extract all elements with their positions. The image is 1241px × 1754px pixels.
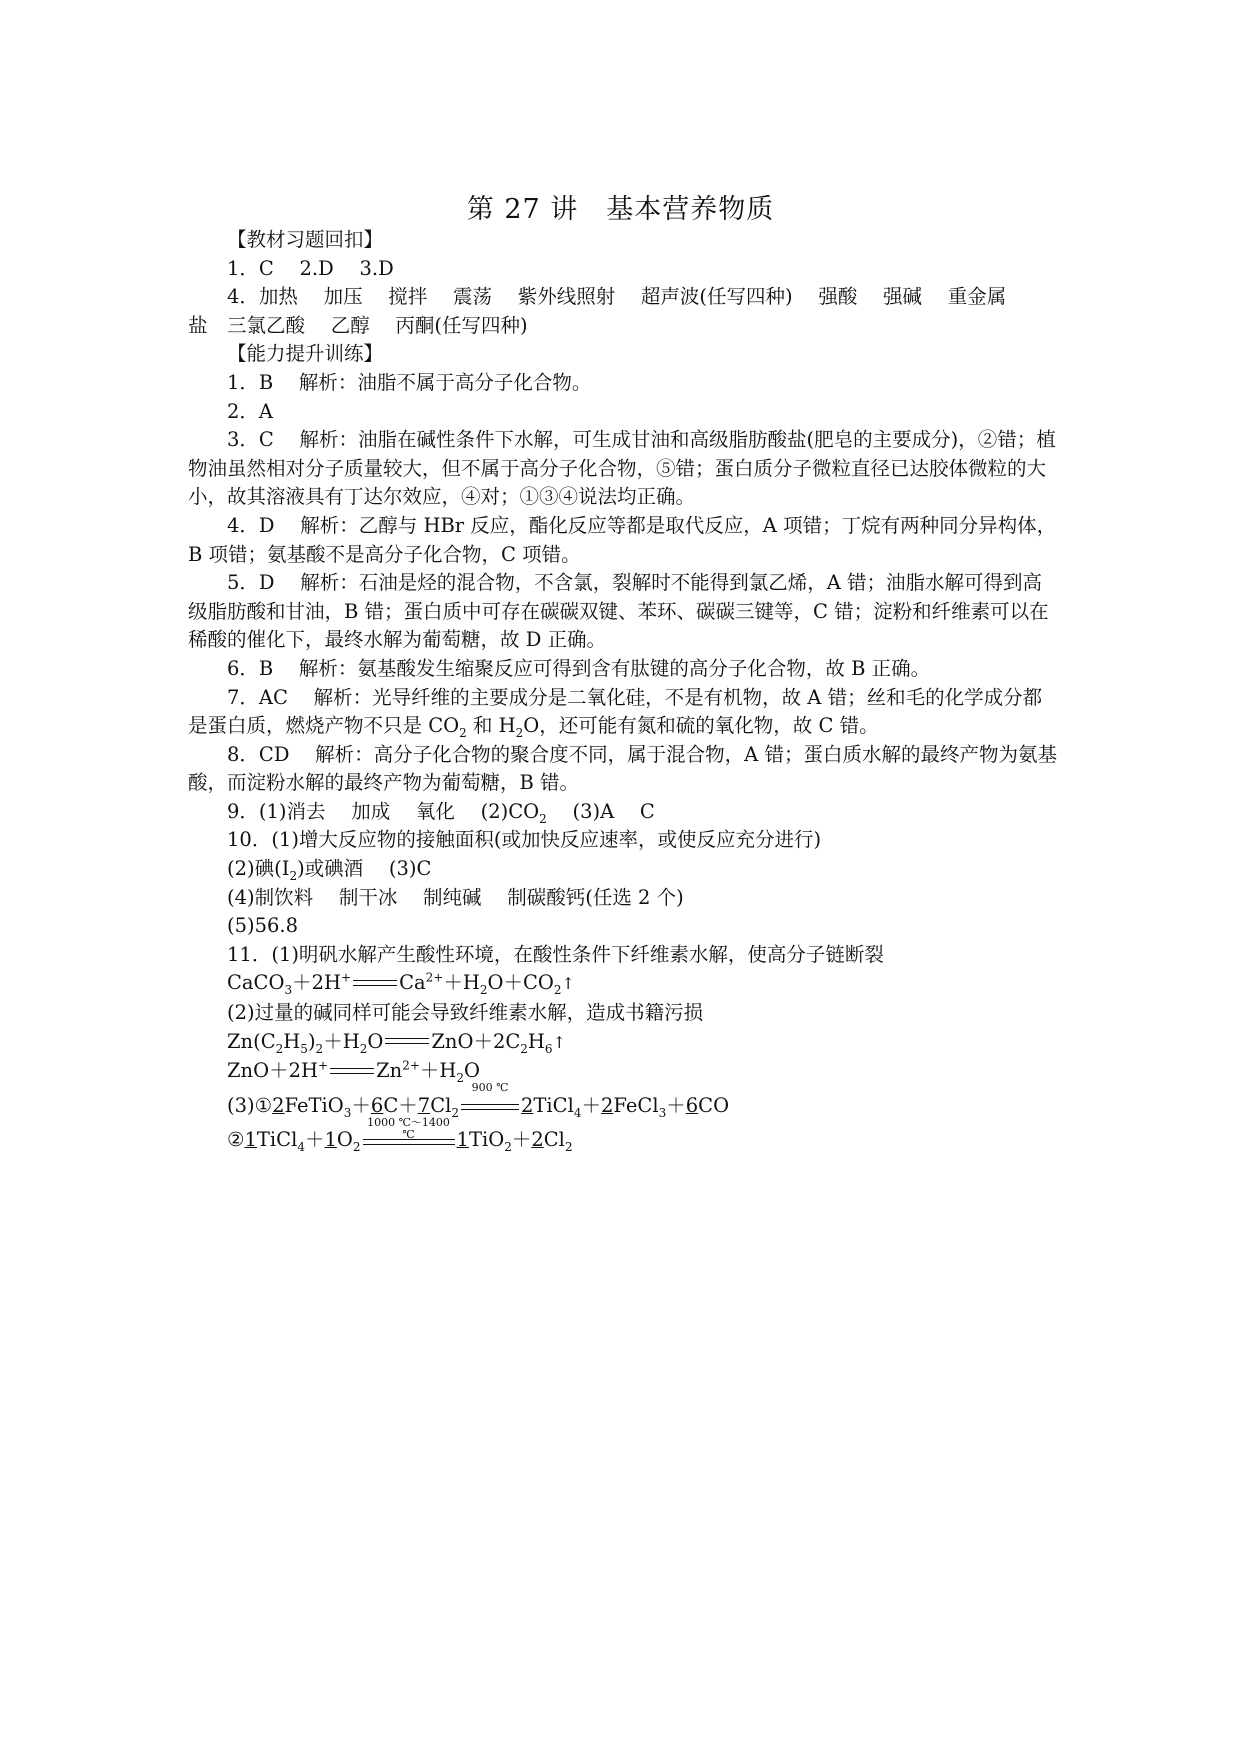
answer-item: 1．B 解析：油脂不属于高分子化合物。	[227, 370, 592, 394]
section-heading-textbook: 【教材习题回扣】	[227, 228, 384, 251]
answer-line: 4．加热 加压 搅拌 震荡 紫外线照射 超声波(任写四种) 强酸 强碱 重金属	[227, 285, 1007, 309]
equals-sign	[328, 1065, 376, 1079]
equation-line: $②1TiCl_4+1O_2$ 1000 ℃～1400 ℃ $1TiO_2+2Cl_2$	[227, 1115, 573, 1155]
answer-item: 10．(1)增大反应物的接触面积(或加快反应速率，或使反应充分进行)	[227, 828, 822, 852]
answer-line: (5)56.8	[227, 914, 299, 938]
equals-sign	[383, 1035, 431, 1049]
section-heading-ability: 【能力提升训练】	[227, 342, 384, 366]
answer-line: 盐 三氯乙酸 乙醇 丙酮(任写四种)	[188, 313, 528, 337]
answer-item: 4．D 解析：乙醇与 HBr 反应，酯化反应等都是取代反应，A 项错；丁烷有两种同分异构体，B 项错；氨基酸不是高分子化合物，C 项错。	[188, 513, 1057, 566]
answer-line: 1．C 2.D 3.D	[227, 256, 394, 280]
reaction-condition: 1000 ℃～1400 ℃	[361, 1131, 457, 1151]
answer-item: 5．D 解析：石油是烃的混合物，不含氯，裂解时不能得到氯乙烯，A 错；油脂水解可得到高级脂肪酸和甘油，B 错；蛋白质中可存在碳碳双键、苯环、碳碳三键等，C 错；淀粉和纤维素可以在稀酸的催化下，最终水解为葡萄糖，故 D 正确。	[188, 571, 1049, 652]
equals-sign	[351, 977, 399, 991]
answer-item: 2．A	[227, 399, 273, 423]
answer-content	[188, 226, 1058, 1155]
equation-line: $Zn(C_2H_5)_2+H_2O$ $ZnO+2C_2H_6↑$	[227, 1029, 566, 1056]
answer-item: 8．CD 解析：高分子化合物的聚合度不同，属于混合物，A 错；蛋白质水解的最终产物为氨基酸，而淀粉水解的最终产物为葡萄糖，B 错。	[188, 742, 1057, 795]
equation-line: CaCO$_3$＋2H+ $Ca^{2+}+H_2O+CO_2↑$	[227, 970, 575, 998]
answer-item: 11．(1)明矾水解产生酸性环境，在酸性条件下纤维素水解，使高分子链断裂	[227, 942, 884, 966]
equation-line: ZnO＋2H+ $Zn^{2+}+H_2O$	[227, 1058, 481, 1086]
equation-line: $(3)①2FeTiO_3+6C+7Cl_2$ 900 ℃ 2TiCl$_4$＋2FeCl$_3$＋6CO	[227, 1081, 730, 1120]
answer-item: 6．B 解析：氨基酸发生缩聚反应可得到含有肽键的高分子化合物，故 B 正确。	[227, 656, 931, 680]
answer-line: (4)制饮料 制干冰 制纯碱 制碳酸钙(任选 2 个)	[227, 885, 684, 909]
page-title: 第 27 讲 基本营养物质	[466, 194, 775, 225]
answer-item: 3．C 解析：油脂在碱性条件下水解，可生成甘油和高级脂肪酸盐(肥皂的主要成分)，②错；植物油虽然相对分子质量较大，但不属于高分子化合物，⑤错；蛋白质分子微粒直径已达胶体微粒的大小，故其溶液具有丁达尔效应，④对；①③④说法均正确。	[188, 428, 1056, 509]
answer-line: (2)过量的碱同样可能会导致纤维素水解，造成书籍污损	[227, 1001, 704, 1025]
reaction-condition: 900 ℃	[459, 1096, 521, 1116]
answer-item: 9．(1)消去 加成 氧化 $(2)CO_2$ (3)A C	[227, 799, 655, 826]
answer-item: 7．AC 解析：光导纤维的主要成分是二氧化硅，不是有机物，故 A 错；丝和毛的化学成分都是蛋白质，燃烧产物不只是 $CO_2$ 和 $H_2O$，还可能有氮和硫的氧化物，故 C 错。	[188, 685, 1043, 740]
answer-line: (2)碘$(I_2)$或碘酒 (3)C	[227, 857, 432, 883]
